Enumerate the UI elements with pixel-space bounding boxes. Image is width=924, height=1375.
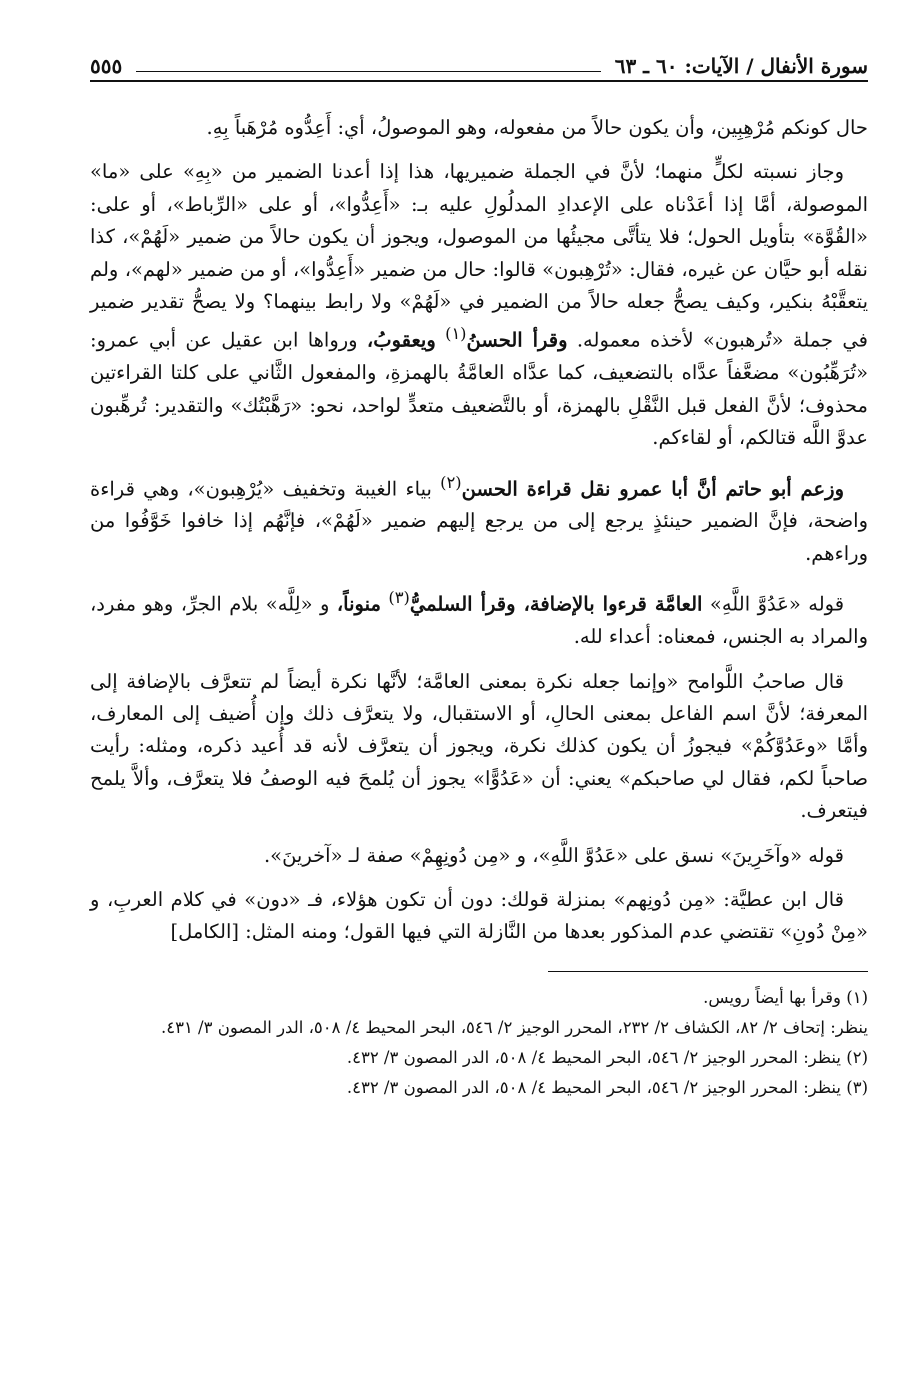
paragraph-2: [90, 156, 868, 454]
paragraph-3: [90, 467, 868, 571]
paragraph-4-lead: قوله «عَدُوَّ اللَّهِ»: [709, 592, 845, 616]
page-number: ٥٥٥: [90, 54, 123, 78]
paragraph-3-bold: وزعم أبو حاتم أنَّ أبا عمرو نقل قراءة الحسن: [461, 477, 844, 501]
reader-name-hasan: وقرأ الحسنُ: [466, 328, 568, 352]
footnote-ref-3[interactable]: (٣): [388, 588, 410, 608]
paragraph-2-text-a: وجاز نسبته لكلٍّ منهما؛ لأنَّ في الجملة ضميريها، هذا إذا أعدنا الضمير من «بِهِ» على «ما» الموصولة، أمَّا إذا أعَدْناه على الإعدادِ المدلُولِ عليه بـ: «أَعِدُّوا»، أو على «الرِّباط»، أو على: «القُوَّة» بتأويل الحول؛ فلا يتأتَّى مجيئُها من الموصول، ويجوز أن يكون حالاً من ضمير «لَهُمْ»، كذا نقله أبو حيَّان عن غيره، فقال: «تُرْهِبون» قالوا: حال من ضمير «أَعِدُّوا»، أو من ضمير «لهم»، ولم يتعقَّبْهُ بنكير، وكيف يصحُّ جعله حالاً من الضمير في «لَهُمْ» ولا رابط بينهما؟ ولا يصحُّ تقدير ضمير في جملة «تُرهبون» لأخذه معموله.: [90, 160, 868, 352]
paragraph-3-text: بياء الغيبة وتخفيف «يُرْهِبون»، وهي قراءة واضحة، فإنَّ الضمير حينئذٍ يرجع إلى من يرجع إليهم ضمير «لَهُمْ»، فإنَّهُم إذا خافوا خَوَّفُوا من وراءهم.: [90, 477, 868, 565]
footnotes: [90, 984, 868, 1102]
header-leader-line: [136, 71, 601, 72]
paragraph-4-bold: العامَّة قرءوا بالإضافة، وقرأ السلميُّ: [409, 592, 703, 616]
paragraph-4: [90, 582, 868, 653]
footnote-3: (٣) ينظر: المحرر الوجيز ٢/ ٥٤٦، البحر المحيط ٤/ ٥٠٨، الدر المصون ٣/ ٤٣٢.: [346, 1077, 868, 1097]
paragraph-1: حال كونكم مُرْهِبِين، وأن يكون حالاً من مفعوله، وهو الموصولُ، أي: أَعِدُّوه مُرْهَباً بِهِ.: [206, 116, 868, 139]
main-text: [90, 112, 868, 949]
paragraph-4-bold-2: منوناً،: [336, 592, 381, 616]
page-header: [90, 40, 868, 82]
book-page: [90, 40, 868, 1340]
running-title: سورة الأنفال / الآيات: ٦٠ ـ ٦٣: [614, 54, 868, 78]
footnote-1: (١) وقرأ بها أيضاً رويس.: [703, 987, 868, 1007]
paragraph-7: قال ابن عطيَّة: «مِن دُونِهم» بمنزلة قولك: دون أن تكون هؤلاء، فـ «دون» في كلام العربِ، و «مِنْ دُونِ» تقتضي عدم المذكور بعدها من النَّازلة التي فيها القول؛ ومنه المثل: [الكامل]: [90, 888, 868, 944]
footnote-ref-2[interactable]: (٢): [440, 472, 462, 492]
footnote-ref-1[interactable]: (١): [445, 324, 467, 344]
footnote-2: (٢) ينظر: المحرر الوجيز ٢/ ٥٤٦، البحر المحيط ٤/ ٥٠٨، الدر المصون ٣/ ٤٣٢.: [346, 1047, 868, 1067]
paragraph-5: قال صاحبُ اللَّوامح «وإنما جعله نكرة بمعنى العامَّة؛ لأنَّها نكرة أيضاً لم تتعرَّف بالإضافة إلى المعرفة؛ لأنَّ اسم الفاعل بمعنى الحالِ، أو الاستقبال، ولا يتعرَّف ذلك وإن أُضيف إلى المعارف، وأمَّا «وعَدُوَّكُمْ» فيجوزُ أن يكون كذلك نكرة، ويجوز أن يتعرَّف لأنه قد أُعيد ذكره، ومثله: رأيت صاحباً لكم، فقال لي صاحبكم» يعني: أن «عَدُوًّا» يجوز أن يُلمحَ فيه الوصفُ فلا يتعرَّف، وألاَّ يلمح فيتعرف.: [90, 669, 868, 823]
footnote-1-sources: ينظر: إتحاف ٢/ ٨٢، الكشاف ٢/ ٢٣٢، المحرر الوجيز ٢/ ٥٤٦، البحر المحيط ٤/ ٥٠٨، الدر المصون ٣/ ٤٣١.: [160, 1017, 868, 1037]
paragraph-4-text: و «لِلَّه» بلام الجرِّ، وهو مفرد، والمراد به الجنس، فمعناه: أعداء لله.: [90, 592, 868, 649]
paragraph-6: قوله «وآخَرِينَ» نسق على «عَدُوَّ اللَّهِ»، و «مِن دُونِهِمْ» صفة لـ «آخرينَ».: [263, 843, 844, 867]
footnote-divider: [548, 971, 868, 972]
reader-name-yaqub: ويعقوبُ،: [366, 328, 436, 352]
paragraph-2-text-d: ورواها ابن عقيل عن أبي عمرو: «تُرَهِّبُون» مضعَّفاً عدَّاه بالتضعيف، كما عدَّاه العامَّةُ بالهمزةِ، والمفعول الثَّاني على كلتا القراءتين محذوف؛ لأنَّ الفعل قبل النَّقْلِ بالهمزة، أو بالتَّضعيف متعدٍّ لواحد، نحو: «رَهَّبْتُك» والتقدير: تُرهِّبون عدوَّ اللَّه قتالكم، أو لقاءكم.: [90, 328, 868, 450]
